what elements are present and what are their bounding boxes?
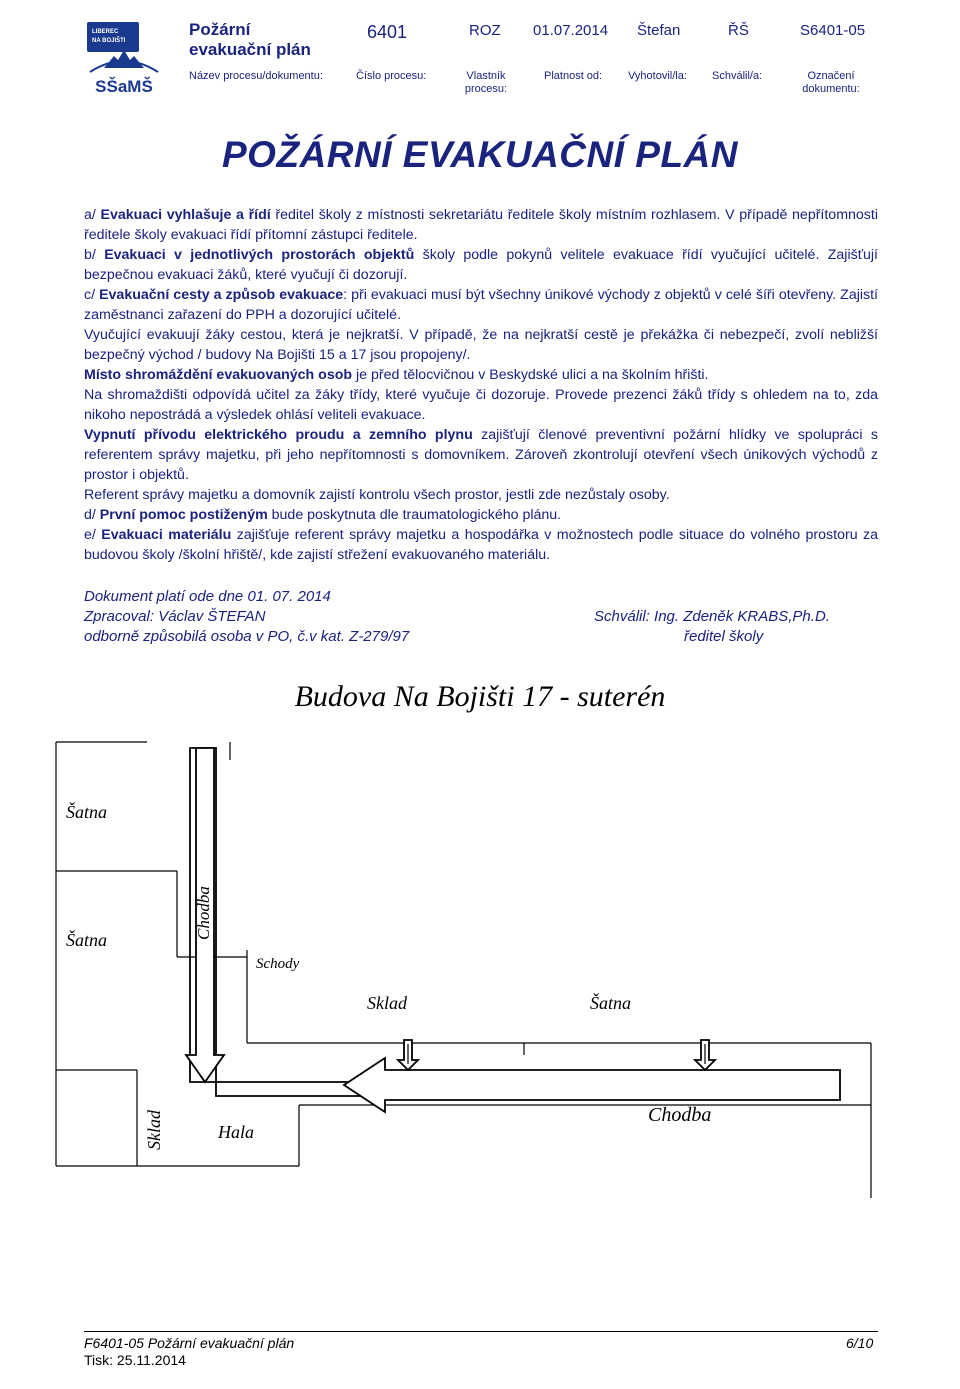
- logo-line1: LIBEREC: [92, 29, 119, 35]
- room-label-hala: Hala: [218, 1122, 254, 1142]
- doc-valid-date: Dokument platí ode dne 01. 07. 2014: [84, 588, 331, 605]
- paragraph-d: d/ První pomoc postiženým bude poskytnuta dle traumatologického plánu.: [84, 507, 562, 523]
- paragraph-roll-call: Na shromaždišti odpovídá učitel za žáky třídy, které vyučuje či dozoruje. Provede prezenci žáků třídy s ohledem na to, zda nikoho nepostrádá a výsledek ohlásí veliteli evakuace.: [84, 387, 878, 423]
- label-valid-from: Platnost od:: [544, 70, 603, 82]
- label-doc-code: Označení dokumentu:: [802, 70, 860, 95]
- qualification: odborně způsobilá osoba v PO, č.v kat. Z-279/97: [84, 628, 410, 645]
- footer-rule: [84, 1331, 878, 1332]
- logo-mark: SŠaMŠ: [95, 77, 153, 96]
- header-prepared-by: Štefan: [637, 22, 681, 39]
- room-label-schody: Schody: [256, 956, 300, 972]
- label-prepared-by: Vyhotovil/la:: [628, 70, 687, 82]
- footer-doc: F6401-05 Požární evakuační plán: [84, 1335, 295, 1351]
- paragraph-a: a/ Evakuaci vyhlašuje a řídí ředitel školy z místnosti sekretariátu ředitele školy místním rozhlasem. V případě nepřítomnosti ředitele školy evakuaci řídí přítomní zástupci ředitele.: [84, 207, 878, 243]
- room-label-chodba: Chodba: [648, 1104, 712, 1126]
- paragraph-b: b/ Evakuaci v jednotlivých prostorách objektů školy podle pokynů velitele evakuace řídí vyučující učitelé. Zajišťují bezpečnou evakuaci žáků, které vyučují či dozorují.: [84, 247, 878, 283]
- header-process-no: 6401: [367, 22, 408, 42]
- header-doc-name: Požární evakuační plán: [189, 20, 311, 59]
- header-doc-code: S6401-05: [800, 22, 866, 39]
- header-valid-from: 01.07.2014: [533, 22, 609, 39]
- footer-page: 6/10: [846, 1335, 874, 1351]
- label-owner: Vlastník procesu:: [464, 70, 508, 95]
- page-title: POŽÁRNÍ EVAKUAČNÍ PLÁN: [222, 134, 738, 175]
- plan-title: Budova Na Bojišti 17 - suterén: [294, 680, 666, 713]
- room-label-satna-2: Šatna: [66, 930, 108, 950]
- header-approved-by: ŘŠ: [728, 22, 749, 39]
- logo-line2: NA BOJIŠTI: [92, 38, 126, 44]
- paragraph-evac-route: Vyučující evakuují žáky cestou, která je nejkratší. V případě, že na nejkratší cestě je překážka či nebezpečí, zvolí nebližší bezpečný východ / budovy Na Bojišti 15 a 17 jsou propojeny/.: [84, 327, 878, 363]
- header-owner: ROZ: [469, 22, 501, 39]
- room-label-sklad: Sklad: [367, 993, 407, 1013]
- paragraph-check: Referent správy majetku a domovník zajistí kontrolu všech prostor, jestli zde nezůstaly osoby.: [84, 487, 670, 503]
- paragraph-c: c/ Evakuační cesty a způsob evakuace: při evakuaci musí být všechny únikové východy z objektů v celé šíři otevřeny. Zajistí zaměstnanci zařazení do PPH a dozorující učitelé.: [84, 287, 878, 323]
- approved-role: ředitel školy: [684, 628, 764, 645]
- label-process-no: Číslo procesu:: [356, 70, 427, 82]
- paragraph-utilities: Vypnutí přívodu elektrického proudu a zemního plynu zajišťují členové preventivní požární hlídky ve spolupráci s referentem správy majetku, při jeho nepřítomnosti s domovníkem. Zároveň zkontrolují otevření všech únikových východů z prostor i objektů.: [84, 427, 878, 483]
- approved-by: Schválil: Ing. Zdeněk KRABS,Ph.D.: [594, 608, 830, 625]
- room-label-chodba-vertical: Chodba: [194, 886, 213, 940]
- room-label-satna-1: Šatna: [66, 802, 108, 822]
- room-label-sklad-vertical: Sklad: [144, 1110, 164, 1150]
- footer-print-date: Tisk: 25.11.2014: [84, 1352, 186, 1368]
- paragraph-e: e/ Evakuaci materiálu zajišťuje referent správy majetku a hospodářka v možnostech podle situace do volného prostoru za budovou školy /školní hřiště/, kde zajistí střežení evakuovaného materiálu.: [84, 527, 878, 563]
- prepared-by: Zpracoval: Václav ŠTEFAN: [84, 608, 266, 625]
- room-label-satna-3: Šatna: [590, 993, 632, 1013]
- paragraph-assembly: Místo shromáždění evakuovaných osob je před tělocvičnou v Beskydské ulici a na školním hřišti.: [84, 367, 709, 383]
- label-approved-by: Schválil/a:: [712, 70, 763, 82]
- label-doc-name: Název procesu/dokumentu:: [189, 70, 323, 82]
